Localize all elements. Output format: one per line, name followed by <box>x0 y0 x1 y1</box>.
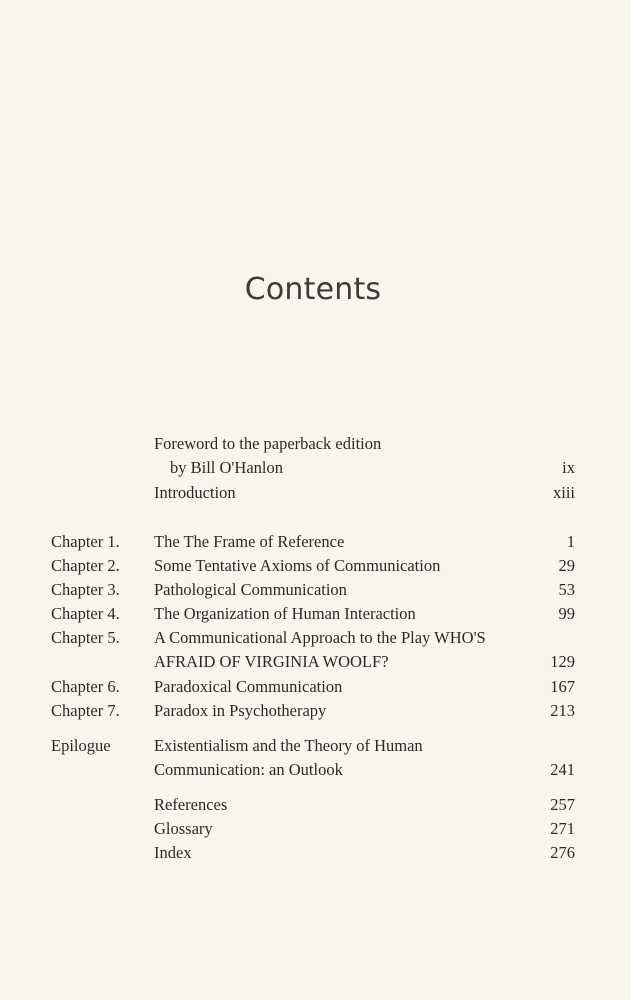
toc-chapter-title: Paradoxical Communication <box>154 677 343 696</box>
toc-epilogue-title: Existentialism and the Theory of Human <box>154 736 423 755</box>
toc-chapter-title: Some Tentative Axioms of Communication <box>154 556 441 575</box>
toc-chapter-title: Pathological Communication <box>154 580 347 599</box>
toc-back-title-references: References <box>154 795 228 814</box>
toc-chapter-page: 29 <box>558 556 575 575</box>
toc-page-glossary: 271 <box>550 819 575 838</box>
toc-epilogue-label: Epilogue <box>51 736 111 755</box>
toc-page-foreword: ix <box>562 458 575 477</box>
toc-chapter-page: 1 <box>566 532 575 551</box>
toc-page-references: 257 <box>550 795 575 814</box>
toc-chapter-label: Chapter 6. <box>51 677 120 696</box>
toc-chapter-label: Chapter 7. <box>51 701 120 720</box>
toc-chapter-label: Chapter 2. <box>51 556 120 575</box>
toc-front-title-foreword-author: by Bill O'Hanlon <box>170 458 283 477</box>
toc-front-title-foreword: Foreword to the paperback edition <box>154 434 382 453</box>
toc-chapter-label: Chapter 4. <box>51 604 120 623</box>
toc-chapter-page: 213 <box>550 701 575 720</box>
toc-chapter-page: 99 <box>558 604 575 623</box>
toc-chapter-label: Chapter 3. <box>51 580 120 599</box>
toc-back-title-glossary: Glossary <box>154 819 213 838</box>
toc-chapter-page: 53 <box>558 580 575 599</box>
toc-epilogue-title-continued: Communication: an Outlook <box>154 760 343 779</box>
toc-chapter-title: A Communicational Approach to the Play WHO'S <box>154 628 486 647</box>
toc-chapter-title: Paradox in Psychotherapy <box>154 701 327 720</box>
toc-chapter-title-continued: AFRAID OF VIRGINIA WOOLF? <box>154 652 389 671</box>
toc-chapter-page: 129 <box>550 652 575 671</box>
toc-chapter-title: The The Frame of Reference <box>154 532 345 551</box>
toc-epilogue-page: 241 <box>550 760 575 779</box>
toc-page-introduction: xiii <box>552 483 575 502</box>
toc-front-title-introduction: Introduction <box>154 483 236 502</box>
toc-chapter-label: Chapter 5. <box>51 628 120 647</box>
toc-chapter-title: The Organization of Human Interaction <box>154 604 416 623</box>
toc-chapter-page: 167 <box>550 677 575 696</box>
toc-page-index: 276 <box>550 843 575 862</box>
toc-back-title-index: Index <box>154 843 192 862</box>
page-title: Contents <box>244 272 382 307</box>
toc-chapter-label: Chapter 1. <box>51 532 120 551</box>
